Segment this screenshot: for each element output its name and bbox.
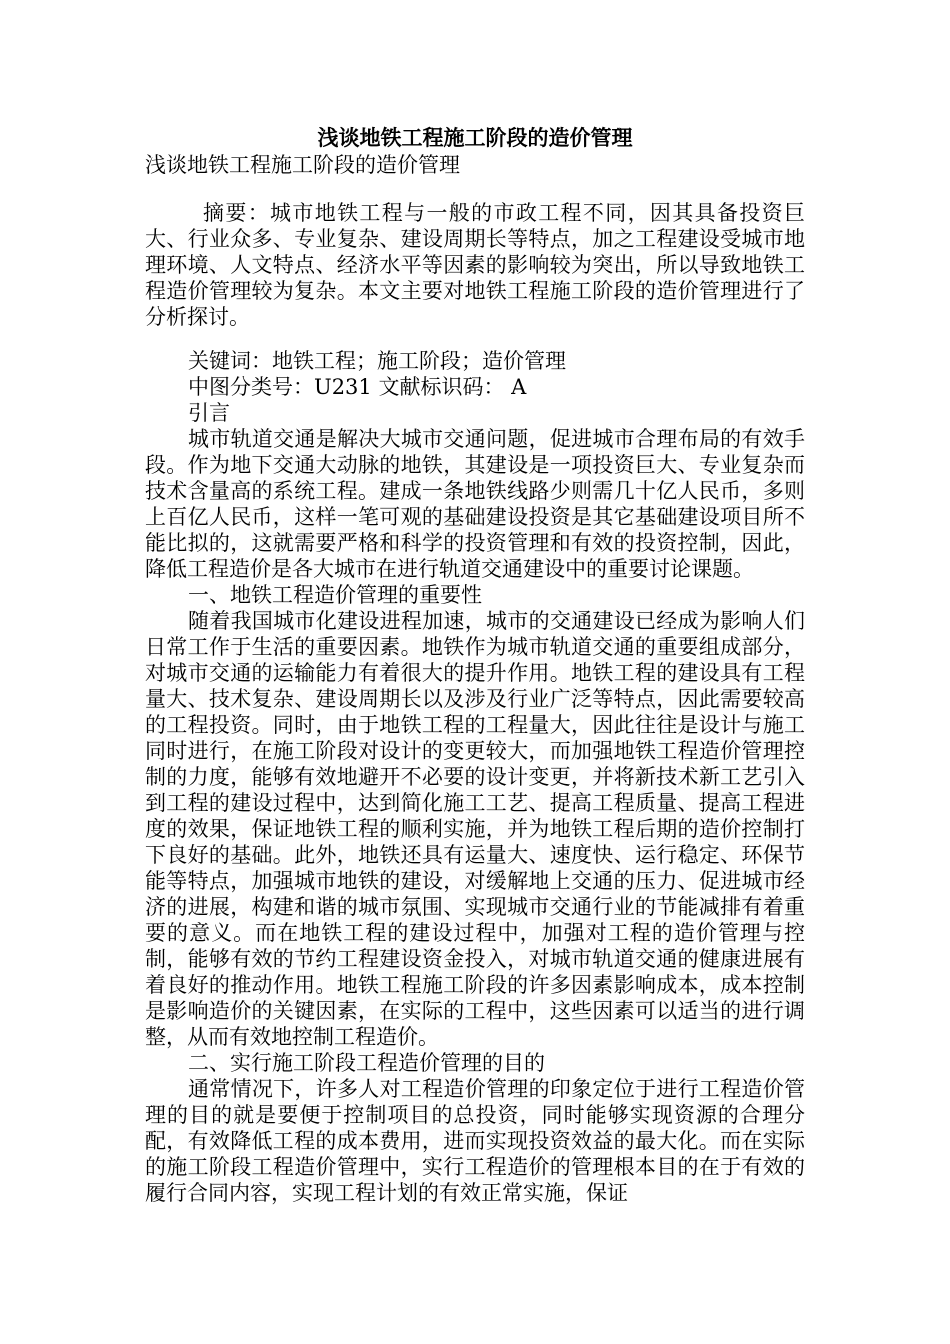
document-subtitle: 浅谈地铁工程施工阶段的造价管理 xyxy=(145,153,460,177)
abstract-paragraph: 摘要：城市地铁工程与一般的市政工程不同，因其具备投资巨大、行业众多、专业复杂、建设周期长等特点，加之工程建设受城市地理环境、人文特点、经济水平等因素的影响较为突出，所以导致地铁工程造价管理较为复杂。本文主要对地铁工程施工阶段的造价管理进行了分析探讨。 xyxy=(145,201,805,329)
section-1-paragraph: 随着我国城市化建设进程加速，城市的交通建设已经成为影响人们日常工作于生活的重要因素。地铁作为城市轨道交通的重要组成部分，对城市交通的运输能力有着很大的提升作用。地铁工程的建设具有工程量大、技术复杂、建设周期长以及涉及行业广泛等特点，因此需要较高的工程投资。同时，由于地铁工程的工程量大，因此往往是设计与施工同时进行，在施工阶段对设计的变更较大，而加强地铁工程造价管理控制的力度，能够有效地避开不必要的设计变更，并将新技术新工艺引入到工程的建设过程中，达到简化施工工艺、提高工程质量、提高工程进度的效果，保证地铁工程的顺利实施，并为地铁工程后期的造价控制打下良好的基础。此外，地铁还具有运量大、速度快、运行稳定、环保节能等特点，加强城市地铁的建设，对缓解地上交通的压力、促进城市经济的进展，构建和谐的城市氛围、实现城市交通行业的节能减排有着重要的意义。而在地铁工程的建设过程中，加强对工程的造价管理与控制，能够有效的节约工程建设资金投入，对城市轨道交通的健康进展有着良好的推动作用。地铁工程施工阶段的许多因素影响成本，成本控制是影响造价的关键因素，在实际的工程中，这些因素可以适当的进行调整，从而有效地控制工程造价。 xyxy=(145,609,805,1049)
main-body xyxy=(145,426,805,1206)
section-2-heading: 二、实行施工阶段工程造价管理的目的 xyxy=(188,1051,545,1075)
intro-heading: 引言 xyxy=(188,401,230,425)
section-1-heading: 一、地铁工程造价管理的重要性 xyxy=(188,583,482,607)
section-2-paragraph: 通常情况下，许多人对工程造价管理的印象定位于进行工程造价管理的目的就是要便于控制项目的总投资，同时能够实现资源的合理分配，有效降低工程的成本费用，进而实现投资效益的最大化。而在实际的施工阶段工程造价管理中，实行工程造价的管理根本目的在于有效的履行合同内容，实现工程计划的有效正常实施，保证 xyxy=(145,1077,805,1205)
intro-paragraph: 城市轨道交通是解决大城市交通问题，促进城市合理布局的有效手段。作为地下交通大动脉的地铁，其建设是一项投资巨大、专业复杂而技术含量高的系统工程。建成一条地铁线路少则需几十亿人民币，多则上百亿人民币，这样一笔可观的基础建设投资是其它基础建设项目所不能比拟的，这就需要严格和科学的投资管理和有效的投资控制，因此，降低工程造价是各大城市在进行轨道交通建设中的重要讨论课题。 xyxy=(145,427,805,581)
document-title: 浅谈地铁工程施工阶段的造价管理 xyxy=(317,125,633,150)
keywords-line: 关键词：地铁工程；施工阶段；造价管理 xyxy=(188,349,566,373)
classification-line: 中图分类号：U231 文献标识码： A xyxy=(188,375,527,399)
